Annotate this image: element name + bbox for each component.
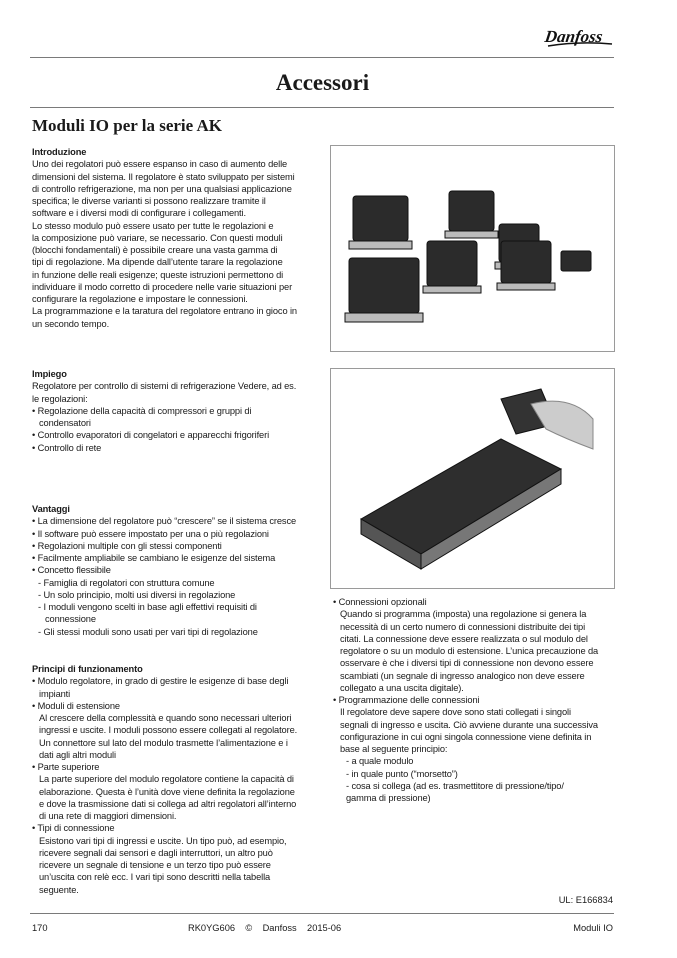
vantaggi-line: • Il software può essere impostato per una o più regolazioni xyxy=(32,528,269,539)
vantaggi-line: - I moduli vengono scelti in base agli effettivi requisiti di xyxy=(38,602,257,612)
vantaggi-line: • La dimensione del regolatore può “crescere” se il sistema cresce xyxy=(32,516,297,527)
intro-heading: Introduzione xyxy=(32,147,87,157)
principi-line: Al crescere della complessità e quando sono necessari ulteriori xyxy=(39,713,292,723)
impiego-line: • Controllo evaporatori di congelatori e apparecchi frigoriferi xyxy=(32,430,270,441)
connessioni-line: - in quale punto (“morsetto”) xyxy=(346,768,458,779)
connessioni-line: regolatore o su un modulo di estensione. L’unica precauzione da xyxy=(340,646,599,656)
principi-line: • Tipi di connessione xyxy=(32,823,115,834)
vantaggi-text xyxy=(32,515,296,638)
io-modules-photo xyxy=(330,145,615,352)
intro-text xyxy=(32,158,297,330)
vantaggi-line: • Facilmente ampliabile se cambiano le esigenze del sistema xyxy=(32,553,276,563)
connessioni-line: base al seguente principio: xyxy=(340,744,448,754)
section-title: Moduli IO per la serie AK xyxy=(32,116,222,135)
intro-line: specifica; le diverse varianti si possono realizzare tramite il xyxy=(32,196,266,206)
principi-line: ricevere un segnale di tensione e un terzo tipo può essere xyxy=(39,860,271,870)
page-number: 170 xyxy=(32,923,48,933)
intro-line: dimensioni del sistema. Il regolatore è stato sviluppato per sistemi xyxy=(32,171,295,182)
principi-line: • Moduli di estensione xyxy=(32,700,120,711)
footer-section: Moduli IO xyxy=(573,923,613,933)
ul-certification: UL: E166834 xyxy=(558,895,613,905)
intro-section xyxy=(32,146,297,330)
connessioni-line: citati. La connessione deve essere realizzata o sul modulo del xyxy=(340,633,588,644)
connessioni-line: osservare è che i diversi tipi di connessione non devono essere xyxy=(340,658,594,669)
principi-line: Esistono vari tipi di ingressi e uscite. Un tipo può, ad esempio, xyxy=(39,835,287,846)
principi-line: di una rete di maggiori dimensioni. xyxy=(39,811,177,821)
connessioni-line: segnali di ingresso e uscita. Ciò avviene durante una successiva xyxy=(340,719,598,730)
svg-text:Danfoss: Danfoss xyxy=(544,27,604,46)
principi-line: e dove la trasmissione dati si collega ad altri regolatori all’interno xyxy=(39,798,297,809)
connessioni-line: - a quale modulo xyxy=(346,756,414,767)
principi-line: seguente. xyxy=(39,884,79,895)
connessioni-line: • Connessioni opzionali xyxy=(333,597,427,607)
intro-line: La programmazione e la taratura del regolatore entrano in gioco in xyxy=(32,306,297,317)
vantaggi-line: - Famiglia di regolatori con struttura comune xyxy=(38,577,215,588)
doc-code: RK0YG606 xyxy=(188,923,236,933)
brand: Danfoss xyxy=(262,923,297,933)
vantaggi-section xyxy=(32,503,296,638)
principi-line: un’uscita con relè ecc. I vari tipi sono descritti nella tabella xyxy=(39,872,271,883)
date: 2015-06 xyxy=(307,923,342,933)
impiego-line: • Controllo di rete xyxy=(32,442,102,453)
connessioni-section xyxy=(333,596,598,804)
intro-line: in funzione delle reali esigenze; queste istruzioni permettono di xyxy=(32,269,284,280)
footer-doc-info xyxy=(188,923,341,933)
module-assembly-photo xyxy=(330,368,615,589)
intro-line: Uno dei regolatori può essere espanso in caso di aumento delle xyxy=(32,159,288,170)
page-title: Accessori xyxy=(275,70,370,95)
vantaggi-line: connessione xyxy=(45,614,96,625)
impiego-line: • Regolazione della capacità di compressori e gruppi di xyxy=(32,405,252,416)
connessioni-line: scambiati (un segnale di ingresso analogico non deve essere xyxy=(340,670,585,681)
intro-line: un secondo tempo. xyxy=(32,318,110,329)
connessioni-line: necessità di un certo numero di connessioni distribuite dei tipi xyxy=(340,621,586,632)
intro-line: tipi di regolazione. Ma dipende dall’utente tarare la regolazione xyxy=(32,257,283,268)
connessioni-line: gamma di pressione) xyxy=(346,793,431,803)
connessioni-line: - cosa si collega (ad es. trasmettitore di pressione/tipo/ xyxy=(346,780,564,791)
principi-line: La parte superiore del modulo regolatore contiene la capacità di xyxy=(39,774,294,785)
vantaggi-heading: Vantaggi xyxy=(32,504,70,514)
principi-line: dati agli altri moduli xyxy=(39,749,116,760)
danfoss-logo xyxy=(544,22,614,52)
connessioni-line: • Programmazione delle connessioni xyxy=(333,695,480,705)
impiego-text xyxy=(32,380,296,454)
connessioni-line: configurazione in cui ogni singola connessione viene definita in xyxy=(340,731,592,742)
impiego-line: condensatori xyxy=(39,418,91,428)
impiego-line: le regolazioni: xyxy=(32,393,88,404)
copyright-symbol: © xyxy=(245,923,253,933)
principi-line: ricevere segnali dai sensori e dagli interruttori, un altro può xyxy=(39,847,273,858)
connessioni-line: Quando si programma (imposta) una regolazione si genera la xyxy=(340,609,587,620)
impiego-line: Regolatore per controllo di sistemi di refrigerazione Vedere, ad es. xyxy=(32,381,297,392)
intro-line: individuare il modo corretto di procedere nelle varie situazioni per xyxy=(32,281,293,292)
intro-line: di controllo refrigerazione, ma non per una qualsiasi applicazione xyxy=(32,183,292,194)
principi-heading: Principi di funzionamento xyxy=(32,664,143,674)
impiego-heading: Impiego xyxy=(32,369,67,379)
principi-line: elaborazione. Questa è l’unità dove viene definita la regolazione xyxy=(39,786,295,797)
intro-line: configurare la regolazione e impostare le connessioni. xyxy=(32,294,248,304)
connessioni-line: collegato a una uscita digitale). xyxy=(340,682,464,693)
principi-line: • Modulo regolatore, in grado di gestire le esigenze di base degli xyxy=(32,676,289,687)
vantaggi-line: - Un solo principio, molti usi diversi in regolazione xyxy=(38,589,236,600)
footer-rule xyxy=(30,913,614,914)
connessioni-text xyxy=(333,596,598,804)
header-rule xyxy=(30,57,614,58)
intro-line: software e i diversi modi di configurare i collegamenti. xyxy=(32,208,246,219)
principi-line: Un connettore sul lato del modulo trasmette l’alimentazione e i xyxy=(39,737,288,748)
intro-line: la composizione può variare, se necessario. Con questi moduli xyxy=(32,232,283,243)
principi-line: • Parte superiore xyxy=(32,762,100,772)
principi-section xyxy=(32,663,297,896)
vantaggi-line: • Regolazioni multiple con gli stessi componenti xyxy=(32,540,222,551)
title-rule xyxy=(30,107,614,108)
intro-line: Lo stesso modulo può essere usato per tutte le regolazioni e xyxy=(32,220,274,231)
principi-text xyxy=(32,675,297,896)
intro-line: (blocchi fondamentali) è possibile creare una vasta gamma di xyxy=(32,245,278,255)
principi-line: impianti xyxy=(39,688,71,699)
vantaggi-line: - Gli stessi moduli sono usati per vari tipi di regolazione xyxy=(38,626,258,637)
connessioni-line: Il regolatore deve sapere dove sono stati collegati i singoli xyxy=(340,707,571,718)
principi-line: ingressi e uscite. I moduli possono essere collegati al regolatore. xyxy=(39,725,298,736)
impiego-section xyxy=(32,368,296,454)
vantaggi-line: • Concetto flessibile xyxy=(32,565,111,576)
